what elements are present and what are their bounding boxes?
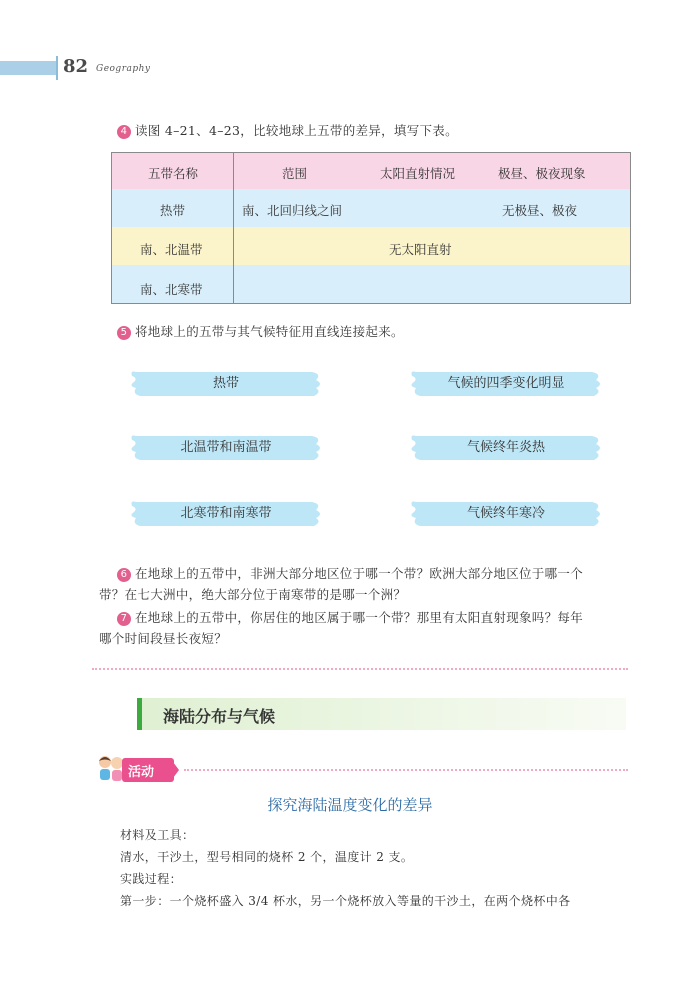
question-5 — [117, 322, 404, 340]
activity-line: 实践过程： — [120, 872, 183, 886]
zone-card-temperate[interactable] — [128, 430, 324, 466]
table-cell-zone: 南、北寒带 — [140, 282, 203, 297]
question-6-badge: 6 — [117, 568, 131, 582]
page-number: 82 — [63, 56, 89, 77]
question-7-line-1 — [117, 608, 583, 626]
table-cell-zone: 南、北温带 — [140, 242, 203, 257]
question-6-line-2: 带？在七大洲中，绝大部分位于南寒带的是哪一个洲？ — [99, 587, 407, 602]
question-7-badge: 7 — [117, 612, 131, 626]
activity-line: 第一步：一个烧杯盛入 3/4 杯水，另一个烧杯放入等量的干沙土，在两个烧杯中各 — [120, 894, 571, 908]
question-4-badge: 4 — [117, 125, 131, 139]
activity-label: 活动 — [128, 765, 155, 780]
activity-line: 材料及工具： — [120, 828, 195, 842]
question-7-line-2: 哪个时间段昼长夜短？ — [99, 631, 228, 646]
activity-title: 探究海陆温度变化的差异 — [267, 796, 433, 814]
zone-card-tropical[interactable] — [128, 366, 324, 402]
subject-label: Geography — [96, 64, 151, 74]
table-cell-range: 南、北回归线之间 — [242, 203, 343, 218]
question-5-text: 将地球上的五带与其气候特征用直线连接起来。 — [135, 324, 404, 339]
question-5-badge: 5 — [117, 326, 131, 340]
zone-card-label: 北温带和南温带 — [180, 440, 272, 455]
climate-card-seasonal[interactable] — [408, 366, 604, 402]
activity-badge-arrow — [170, 758, 179, 782]
climate-card-cold[interactable] — [408, 496, 604, 532]
section-title: 海陆分布与气候 — [163, 707, 276, 726]
question-4-text: 读图 4–21、4–23，比较地球上五带的差异，填写下表。 — [135, 123, 458, 138]
header-divider — [56, 56, 58, 80]
table-cell-sun: 无太阳直射 — [389, 242, 452, 257]
question-7-text: 在地球上的五带中，你居住的地区属于哪一个带？那里有太阳直射现象吗？每年 — [135, 610, 584, 625]
question-6-text: 在地球上的五带中，非洲大部分地区位于哪一个带？欧洲大部分地区位于哪一个 — [135, 566, 584, 581]
climate-card-hot[interactable] — [408, 430, 604, 466]
table-cell-polar: 无极昼、极夜 — [502, 203, 578, 218]
zone-card-label: 热带 — [212, 376, 239, 391]
table-header-cell: 范围 — [282, 166, 308, 181]
zones-table — [111, 152, 631, 304]
table-header-cell: 太阳直射情况 — [380, 166, 456, 181]
header-bar — [0, 61, 56, 75]
table-header-cell: 五带名称 — [148, 166, 199, 181]
question-4 — [117, 121, 458, 139]
table-header-cell: 极昼、极夜现象 — [498, 166, 586, 181]
climate-card-label: 气候的四季变化明显 — [447, 376, 565, 391]
table-cell-zone: 热带 — [160, 203, 186, 218]
activity-divider — [184, 769, 628, 771]
zone-card-label: 北寒带和南寒带 — [180, 506, 272, 521]
climate-card-label: 气候终年寒冷 — [466, 506, 545, 521]
section-divider — [92, 668, 628, 670]
question-6-line-1 — [117, 564, 583, 582]
table-divider — [233, 153, 234, 303]
section-title-accent — [137, 698, 142, 730]
climate-card-label: 气候终年炎热 — [466, 440, 545, 455]
activity-line: 清水，干沙土，型号相同的烧杯 2 个，温度计 2 支。 — [120, 850, 414, 864]
zone-card-frigid[interactable] — [128, 496, 324, 532]
